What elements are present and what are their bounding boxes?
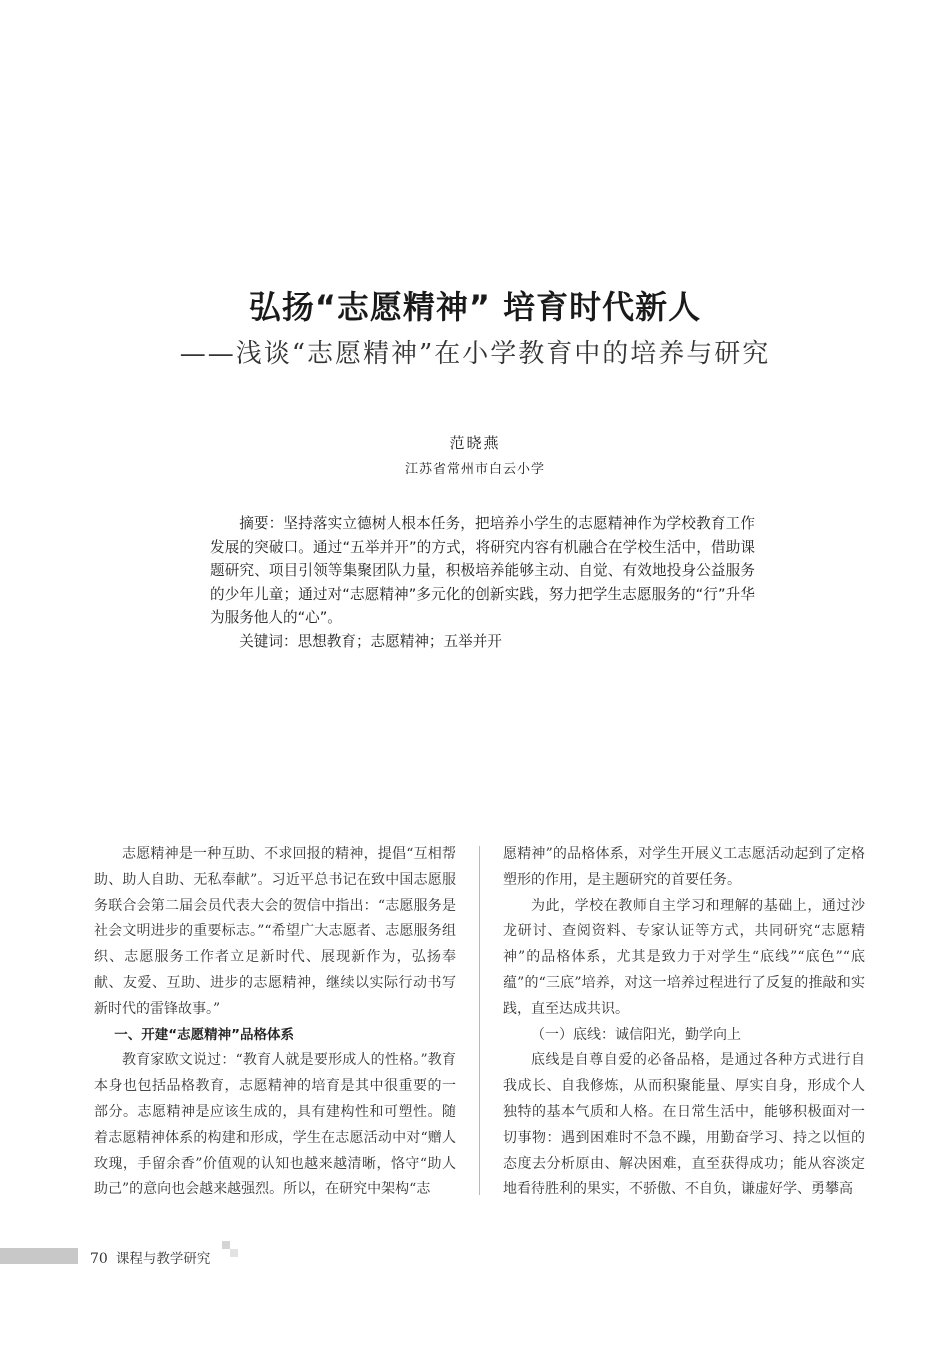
keywords: 关键词：思想教育；志愿精神；五举并开	[239, 632, 502, 650]
article-title: 弘扬“志愿精神” 培育时代新人	[248, 288, 702, 326]
footer-bar	[0, 1248, 78, 1264]
author-name: 范晓燕	[449, 434, 501, 452]
page-number: 70	[90, 1251, 108, 1267]
footer-decoration	[222, 1241, 230, 1249]
body-paragraph: 愿精神”的品格体系，对学生开展义工志愿活动起到了定格塑形的作用，是主题研究的首要任务。	[503, 846, 865, 888]
footer-decoration	[230, 1249, 238, 1257]
abstract-block	[210, 512, 755, 653]
body-paragraph: 志愿精神是一种互助、不求回报的精神，提倡“互相帮助、助人自助、无私奉献”。习近平总书记在致中国志愿服务联合会第二届会员代表大会的贺信中指出：“志愿服务是社会文明进步的重要标志。”“希望广大志愿者、志愿服务组织、志愿服务工作者立足新时代、展现新作为，弘扬奉献、友爱、互助、进步的志愿精神，继续以实际行动书写新时代的雷锋故事。”	[94, 846, 456, 1017]
right-column	[503, 842, 865, 1203]
body-paragraph: 为此，学校在教师自主学习和理解的基础上，通过沙龙研讨、查阅资料、专家认证等方式，共同研究“志愿精神”的品格体系，尤其是致力于对学生“底线”“底色”“底蕴”的“三底”培养，对这一培养过程进行了反复的推敲和实践，直至达成共识。	[503, 897, 865, 1017]
abstract-text: 摘要：坚持落实立德树人根本任务，把培养小学生的志愿精神作为学校教育工作发展的突破口。通过“五举并开”的方式，将研究内容有机融合在学校生活中，借助课题研究、项目引领等集聚团队力量，积极培养能够主动、自觉、有效地投身公益服务的少年儿童；通过对“志愿精神”多元化的创新实践，努力把学生志愿服务的“行”升华为服务他人的“心”。	[210, 515, 755, 626]
title-block	[0, 282, 950, 376]
column-divider	[479, 846, 480, 1195]
body-paragraph: 底线是自尊自爱的必备品格，是通过各种方式进行自我成长、自我修炼，从而积聚能量、厚实自身，形成个人独特的基本气质和人格。在日常生活中，能够积极面对一切事物：遇到困难时不急不躁，用勤奋学习、持之以恒的态度去分析原由、解决困难，直至获得成功；能从容淡定地看待胜利的果实，不骄傲、不自负，谦虚好学、勇攀高	[503, 1052, 865, 1198]
left-column	[94, 842, 456, 1203]
author-affiliation: 江苏省常州市白云小学	[404, 462, 545, 477]
body-paragraph: 教育家欧文说过：“教育人就是要形成人的性格。”教育本身也包括品格教育，志愿精神的培育是其中很重要的一部分。志愿精神是应该生成的，具有建构性和可塑性。随着志愿精神体系的构建和形成，学生在志愿活动中对“赠人玫瑰，手留余香”价值观的认知也越来越清晰，恪守“助人助己”的意向也会越来越强烈。所以，在研究中架构“志	[94, 1052, 456, 1198]
page-footer	[90, 1247, 210, 1267]
journal-name: 课程与教学研究	[115, 1251, 211, 1267]
body-columns	[94, 842, 866, 1198]
article-subtitle: ——浅谈“志愿精神”在小学教育中的培养与研究	[179, 339, 771, 369]
section-heading: 一、开建“志愿精神”品格体系	[114, 1026, 294, 1043]
subsection-heading: （一）底线：诚信阳光，勤学向上	[531, 1026, 741, 1043]
